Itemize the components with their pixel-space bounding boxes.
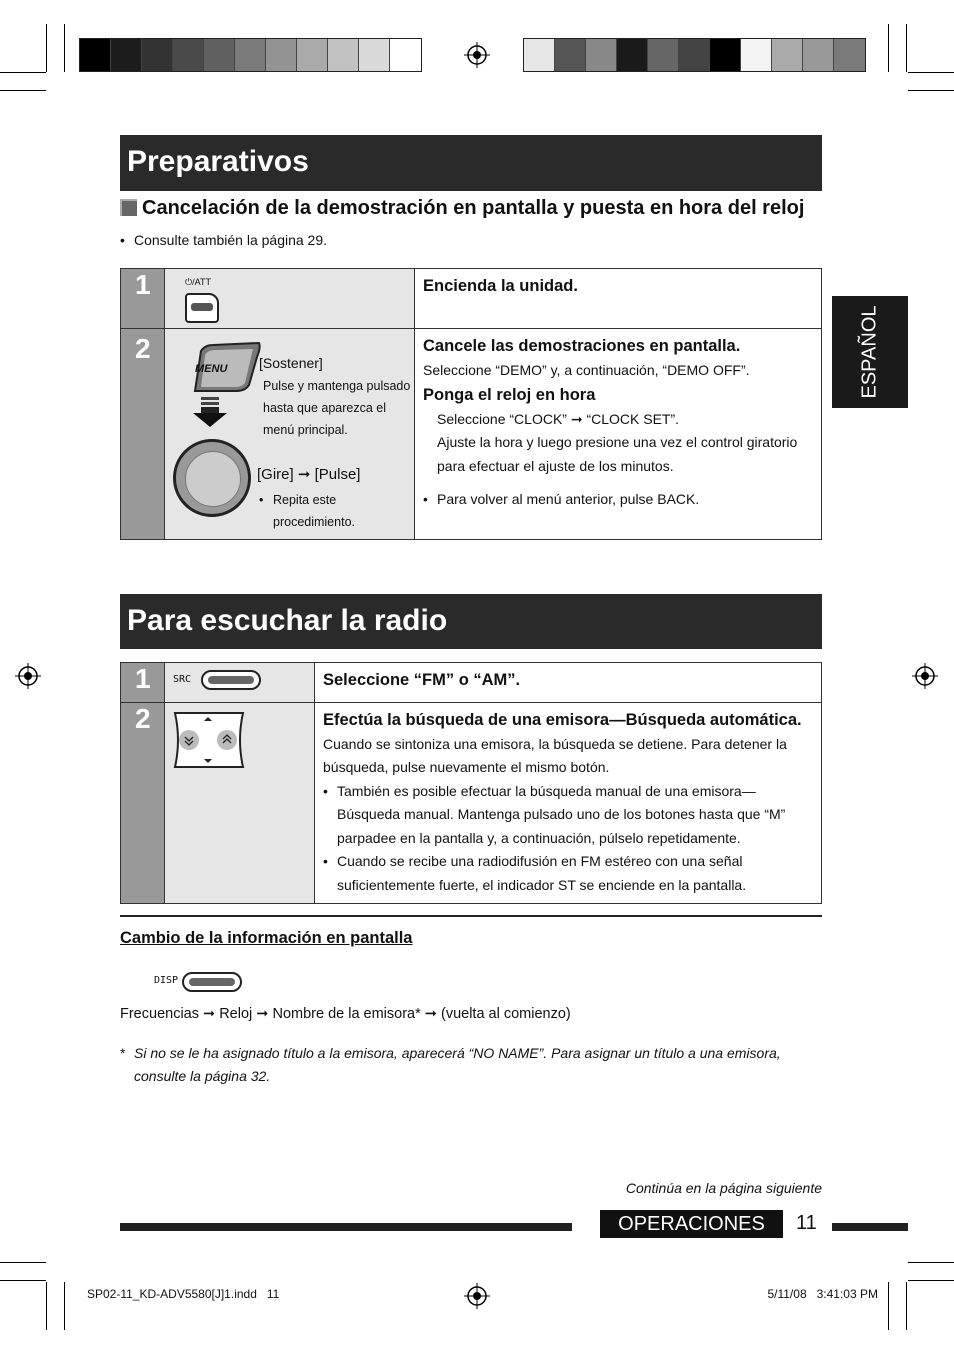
crop-mark xyxy=(46,24,47,72)
step-number: 2 xyxy=(121,703,165,904)
disp-button[interactable] xyxy=(182,972,242,992)
crop-mark xyxy=(0,1280,46,1281)
crop-mark xyxy=(0,1262,46,1263)
page-title: Preparativos xyxy=(127,145,309,178)
crop-mark xyxy=(0,90,46,91)
print-file-info: SP02-11_KD-ADV5580[J]1.indd 11 xyxy=(87,1287,280,1301)
divider xyxy=(120,915,822,917)
step-illustration xyxy=(165,703,315,904)
steps-table-radio xyxy=(120,662,822,904)
continues-note: Continúa en la página siguiente xyxy=(625,1180,822,1196)
crop-mark xyxy=(908,1262,954,1263)
step-illustration xyxy=(165,663,315,703)
footer-rule-right xyxy=(832,1223,908,1231)
section-header-preparativos xyxy=(120,135,822,191)
color-bar-right xyxy=(523,38,866,72)
button-label: DISP xyxy=(154,975,179,986)
control-dial[interactable] xyxy=(173,439,251,517)
color-bar-left xyxy=(79,38,422,72)
arrow-right-icon: ➞ xyxy=(256,1006,269,1022)
page-number: 11 xyxy=(796,1212,817,1234)
arrow-down-icon xyxy=(191,397,229,429)
crop-mark xyxy=(906,24,907,72)
turn-press-label: [Gire] ➞ [Pulse] xyxy=(257,466,361,483)
hold-label: [Sostener] xyxy=(259,355,323,371)
seek-buttons-icon[interactable] xyxy=(173,711,245,769)
step-number: 1 xyxy=(121,663,165,703)
subsection-title: Cancelación de la demostración en pantalla y puesta en hora del reloj xyxy=(120,197,804,220)
footnote: * Si no se le ha asignado título a la emisora, aparecerá “NO NAME”. Para asignar un título a una emisora, consulte la página 32. xyxy=(120,1045,781,1084)
crop-mark xyxy=(908,1280,954,1281)
crop-mark xyxy=(64,24,65,72)
step-number: 2 xyxy=(121,329,165,540)
step-text: Cancele las demostraciones en pantalla. Seleccione “DEMO” y, a continuación, “DEMO OFF”. Ponga el reloj en hora Seleccione “CLOCK” ➞ “CLOCK SET”. Ajuste la hora y luego presione una vez el control giratorio para efectuar el ajuste de los minutos. • Para volver al menú anterior, pulse BACK. xyxy=(415,329,822,540)
step-text: Encienda la unidad. xyxy=(415,269,822,329)
footer-rule-left xyxy=(120,1223,572,1231)
section-header-radio xyxy=(120,594,822,649)
registration-mark-icon xyxy=(464,1283,490,1309)
crop-mark xyxy=(908,90,954,91)
src-button[interactable] xyxy=(201,670,261,690)
button-label: ⏻/ATT xyxy=(185,277,211,287)
display-flow: Frecuencias ➞ Reloj ➞ Nombre de la emisora* ➞ (vuelta al comienzo) xyxy=(120,1006,571,1022)
crop-mark xyxy=(908,72,954,73)
reference-note: • Consulte también la página 29. xyxy=(120,232,954,248)
menu-button[interactable]: MENU xyxy=(187,341,255,389)
arrow-right-icon: ➞ xyxy=(424,1006,437,1022)
step-text: Seleccione “FM” o “AM”. xyxy=(315,663,822,703)
language-tab: ESPAÑOL xyxy=(832,296,908,408)
crop-mark xyxy=(888,24,889,72)
arrow-right-icon: ➞ xyxy=(203,1006,216,1022)
repeat-description: • Repita este procedimiento. xyxy=(259,489,373,533)
crop-mark xyxy=(0,72,46,73)
crop-mark xyxy=(888,1282,889,1330)
crop-mark xyxy=(906,1282,907,1330)
crop-mark xyxy=(64,1282,65,1330)
crop-mark xyxy=(46,1282,47,1330)
square-bullet-icon xyxy=(120,199,137,216)
registration-mark-icon xyxy=(912,663,938,689)
step-illustration xyxy=(165,269,415,329)
steps-table-preparativos xyxy=(120,268,822,540)
step-text: Efectúa la búsqueda de una emisora—Búsqueda automática. Cuando se sintoniza una emisora, la búsqueda se detiene. Para detener la búsqueda, pulse nuevamente el mismo botón. • También es posible efectuar la búsqueda manual de una emisora—Búsqueda manual. Mantenga pulsado uno de los botones hasta que “M” parpadee en la pantalla y, a continuación, púlselo repetidamente. • Cuando se recibe una radiodifusión en FM estéreo con una señal suficientemente fuerte, el indicador ST se enciende en la pantalla. xyxy=(315,703,822,904)
section-title: Para escuchar la radio xyxy=(127,604,448,637)
arrow-right-icon: ➞ xyxy=(297,466,311,483)
display-change-heading: Cambio de la información en pantalla xyxy=(120,929,413,947)
footer-section-label: OPERACIONES xyxy=(600,1210,783,1238)
step-number: 1 xyxy=(121,269,165,329)
power-button[interactable] xyxy=(185,293,219,323)
registration-mark-icon xyxy=(15,663,41,689)
print-datetime: 5/11/08 3:41:03 PM xyxy=(767,1287,878,1301)
button-label: SRC xyxy=(173,674,192,685)
registration-mark-icon xyxy=(464,42,490,68)
step-illustration xyxy=(165,329,415,540)
hold-description: Pulse y mantenga pulsado hasta que aparezca el menú principal. xyxy=(263,379,411,437)
